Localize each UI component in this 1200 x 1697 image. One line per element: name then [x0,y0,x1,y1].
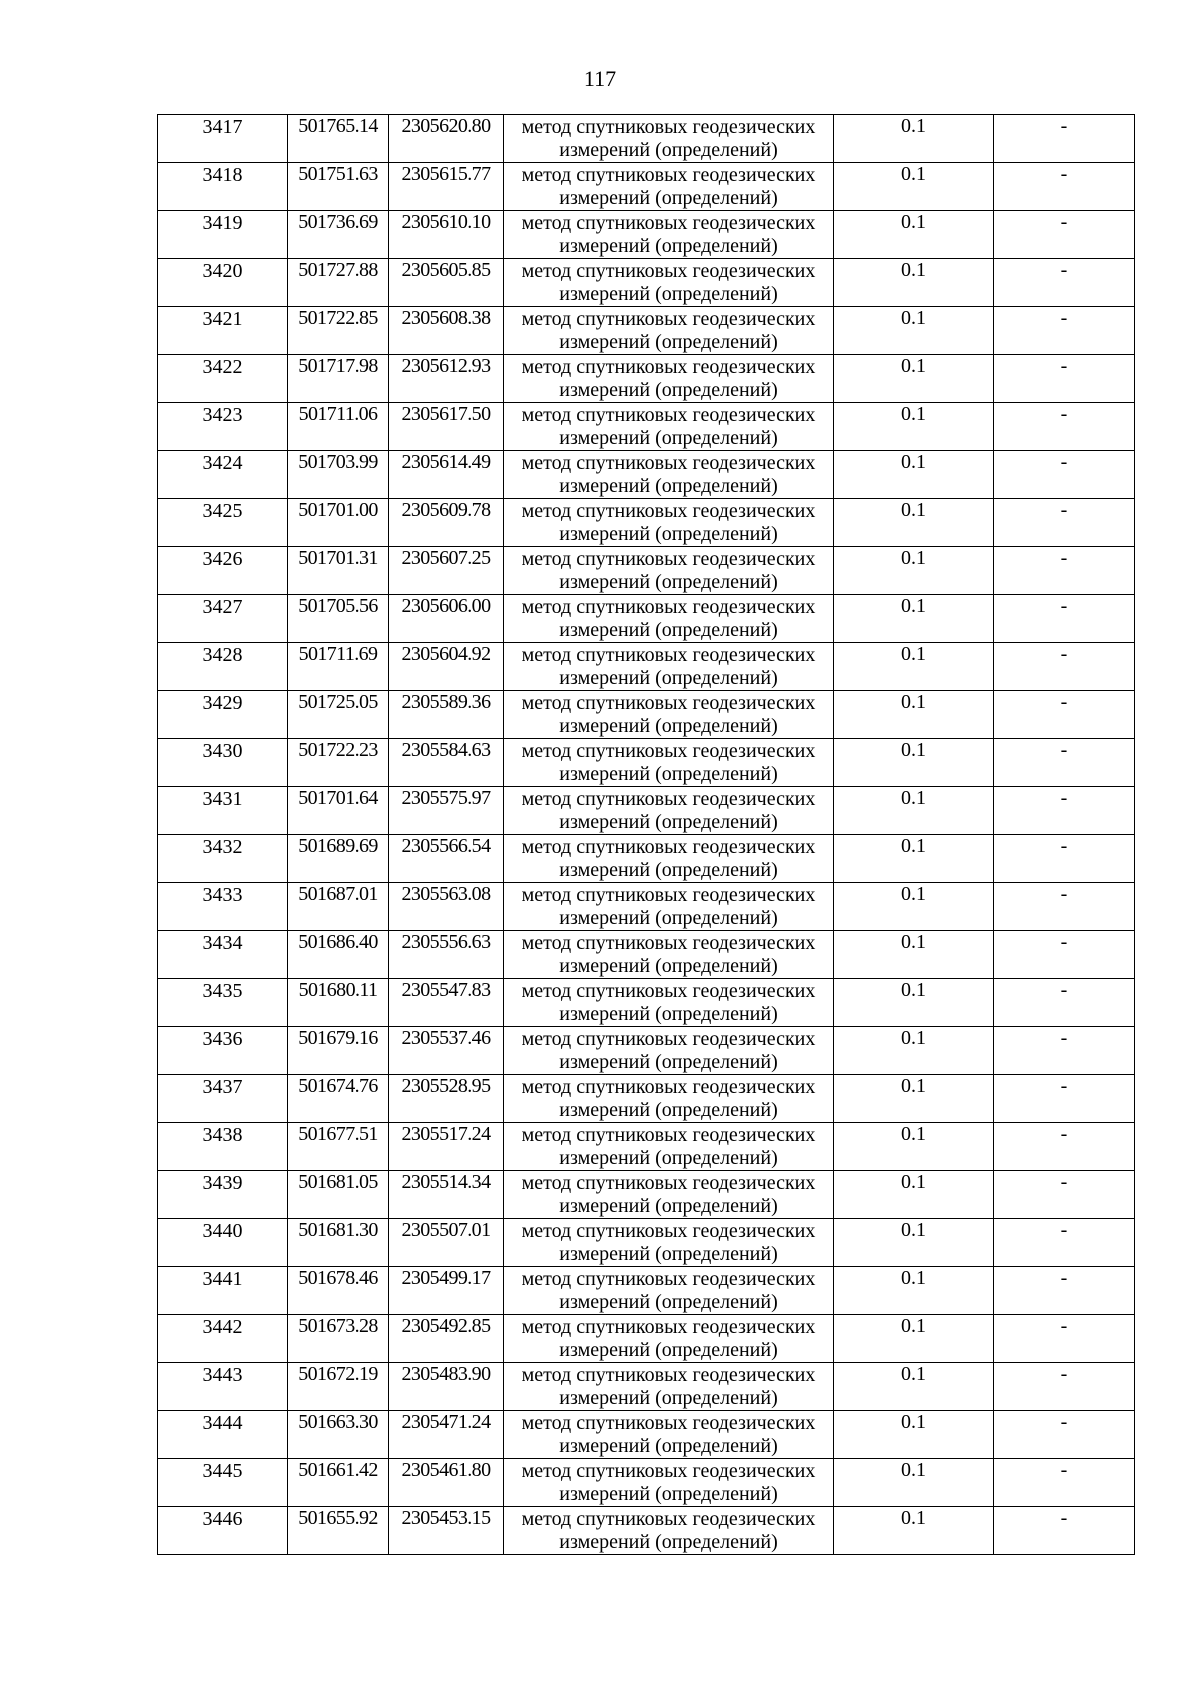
note-cell: - [994,115,1135,163]
note-cell: - [994,1027,1135,1075]
method-line-1: метод спутниковых геодезических [521,1028,816,1050]
method-cell [504,1363,834,1411]
method-line-2: измерений (определений) [559,283,778,305]
method-line-2: измерений (определений) [559,1243,778,1265]
method-line-2: измерений (определений) [559,1099,778,1121]
method-line-2: измерений (определений) [559,1051,778,1073]
y-coordinate-cell: 2305608.38 [389,307,504,355]
method-line-1: метод спутниковых геодезических [521,884,816,906]
x-coordinate-cell: 501701.00 [288,499,389,547]
method-cell [504,547,834,595]
x-coordinate-cell: 501727.88 [288,259,389,307]
x-coordinate-cell: 501701.31 [288,547,389,595]
method-line-1: метод спутниковых геодезических [521,356,816,378]
x-coordinate-cell: 501765.14 [288,115,389,163]
accuracy-cell: 0.1 [834,739,994,787]
accuracy-cell: 0.1 [834,1027,994,1075]
method-line-2: измерений (определений) [559,667,778,689]
point-number-cell: 3423 [158,403,288,451]
table-row [158,1027,1135,1075]
table-row [158,835,1135,883]
note-cell: - [994,931,1135,979]
y-coordinate-cell: 2305620.80 [389,115,504,163]
method-cell [504,979,834,1027]
table-row [158,1123,1135,1171]
point-number-cell: 3420 [158,259,288,307]
method-cell [504,163,834,211]
method-line-2: измерений (определений) [559,1387,778,1409]
y-coordinate-cell: 2305499.17 [389,1267,504,1315]
method-line-1: метод спутниковых геодезических [521,308,816,330]
accuracy-cell: 0.1 [834,451,994,499]
y-coordinate-cell: 2305514.34 [389,1171,504,1219]
point-number-cell: 3430 [158,739,288,787]
method-line-1: метод спутниковых геодезических [521,212,816,234]
x-coordinate-cell: 501680.11 [288,979,389,1027]
method-line-1: метод спутниковых геодезических [521,596,816,618]
method-cell [504,211,834,259]
y-coordinate-cell: 2305566.54 [389,835,504,883]
table-row [158,355,1135,403]
table-row [158,1171,1135,1219]
note-cell: - [994,595,1135,643]
method-cell [504,883,834,931]
note-cell: - [994,1363,1135,1411]
y-coordinate-cell: 2305609.78 [389,499,504,547]
x-coordinate-cell: 501703.99 [288,451,389,499]
x-coordinate-cell: 501681.30 [288,1219,389,1267]
method-line-1: метод спутниковых геодезических [521,452,816,474]
method-line-1: метод спутниковых геодезических [521,788,816,810]
method-line-1: метод спутниковых геодезических [521,500,816,522]
point-number-cell: 3438 [158,1123,288,1171]
note-cell: - [994,643,1135,691]
method-line-2: измерений (определений) [559,475,778,497]
point-number-cell: 3436 [158,1027,288,1075]
note-cell: - [994,499,1135,547]
x-coordinate-cell: 501689.69 [288,835,389,883]
method-cell [504,115,834,163]
method-cell [504,643,834,691]
x-coordinate-cell: 501725.05 [288,691,389,739]
x-coordinate-cell: 501736.69 [288,211,389,259]
y-coordinate-cell: 2305607.25 [389,547,504,595]
method-line-2: измерений (определений) [559,379,778,401]
y-coordinate-cell: 2305612.93 [389,355,504,403]
table-row [158,1075,1135,1123]
x-coordinate-cell: 501717.98 [288,355,389,403]
method-line-2: измерений (определений) [559,907,778,929]
method-line-1: метод спутниковых геодезических [521,692,816,714]
x-coordinate-cell: 501673.28 [288,1315,389,1363]
x-coordinate-cell: 501661.42 [288,1459,389,1507]
accuracy-cell: 0.1 [834,595,994,643]
accuracy-cell: 0.1 [834,1411,994,1459]
point-number-cell: 3417 [158,115,288,163]
x-coordinate-cell: 501722.23 [288,739,389,787]
y-coordinate-cell: 2305537.46 [389,1027,504,1075]
x-coordinate-cell: 501663.30 [288,1411,389,1459]
method-cell [504,1027,834,1075]
method-line-2: измерений (определений) [559,955,778,977]
x-coordinate-cell: 501711.69 [288,643,389,691]
point-number-cell: 3437 [158,1075,288,1123]
note-cell: - [994,1267,1135,1315]
method-line-2: измерений (определений) [559,1483,778,1505]
y-coordinate-cell: 2305528.95 [389,1075,504,1123]
method-line-2: измерений (определений) [559,139,778,161]
x-coordinate-cell: 501679.16 [288,1027,389,1075]
method-line-2: измерений (определений) [559,763,778,785]
method-cell [504,403,834,451]
x-coordinate-cell: 501672.19 [288,1363,389,1411]
method-cell [504,1219,834,1267]
point-number-cell: 3421 [158,307,288,355]
table-row [158,739,1135,787]
accuracy-cell: 0.1 [834,691,994,739]
x-coordinate-cell: 501722.85 [288,307,389,355]
point-number-cell: 3426 [158,547,288,595]
method-cell [504,691,834,739]
accuracy-cell: 0.1 [834,259,994,307]
method-line-2: измерений (определений) [559,187,778,209]
y-coordinate-cell: 2305605.85 [389,259,504,307]
x-coordinate-cell: 501687.01 [288,883,389,931]
table-row [158,931,1135,979]
note-cell: - [994,787,1135,835]
method-line-1: метод спутниковых геодезических [521,1268,816,1290]
table-row [158,403,1135,451]
accuracy-cell: 0.1 [834,1171,994,1219]
accuracy-cell: 0.1 [834,1075,994,1123]
table-row [158,1219,1135,1267]
method-cell [504,739,834,787]
accuracy-cell: 0.1 [834,883,994,931]
y-coordinate-cell: 2305471.24 [389,1411,504,1459]
table-row [158,115,1135,163]
accuracy-cell: 0.1 [834,403,994,451]
note-cell: - [994,1075,1135,1123]
note-cell: - [994,1219,1135,1267]
method-line-1: метод спутниковых геодезических [521,1508,816,1530]
method-line-2: измерений (определений) [559,1291,778,1313]
point-number-cell: 3427 [158,595,288,643]
method-line-1: метод спутниковых геодезических [521,836,816,858]
point-number-cell: 3444 [158,1411,288,1459]
method-cell [504,1315,834,1363]
accuracy-cell: 0.1 [834,163,994,211]
method-line-1: метод спутниковых геодезических [521,1220,816,1242]
y-coordinate-cell: 2305563.08 [389,883,504,931]
table-row [158,499,1135,547]
note-cell: - [994,739,1135,787]
note-cell: - [994,1507,1135,1555]
note-cell: - [994,451,1135,499]
accuracy-cell: 0.1 [834,355,994,403]
table-row [158,211,1135,259]
method-line-1: метод спутниковых геодезических [521,980,816,1002]
accuracy-cell: 0.1 [834,1507,994,1555]
table-body [158,115,1135,1555]
method-line-2: измерений (определений) [559,811,778,833]
y-coordinate-cell: 2305610.10 [389,211,504,259]
y-coordinate-cell: 2305453.15 [389,1507,504,1555]
method-line-2: измерений (определений) [559,619,778,641]
method-line-1: метод спутниковых геодезических [521,1460,816,1482]
point-number-cell: 3433 [158,883,288,931]
table-row [158,691,1135,739]
method-cell [504,259,834,307]
note-cell: - [994,211,1135,259]
method-line-2: измерений (определений) [559,331,778,353]
method-line-1: метод спутниковых геодезических [521,404,816,426]
method-cell [504,787,834,835]
method-line-1: метод спутниковых геодезических [521,1316,816,1338]
method-cell [504,1171,834,1219]
x-coordinate-cell: 501711.06 [288,403,389,451]
method-cell [504,1267,834,1315]
accuracy-cell: 0.1 [834,1363,994,1411]
accuracy-cell: 0.1 [834,307,994,355]
accuracy-cell: 0.1 [834,787,994,835]
point-number-cell: 3428 [158,643,288,691]
method-line-1: метод спутниковых геодезических [521,164,816,186]
method-cell [504,451,834,499]
x-coordinate-cell: 501686.40 [288,931,389,979]
y-coordinate-cell: 2305492.85 [389,1315,504,1363]
note-cell: - [994,355,1135,403]
accuracy-cell: 0.1 [834,1267,994,1315]
point-number-cell: 3422 [158,355,288,403]
point-number-cell: 3425 [158,499,288,547]
y-coordinate-cell: 2305483.90 [389,1363,504,1411]
accuracy-cell: 0.1 [834,979,994,1027]
note-cell: - [994,547,1135,595]
table-row [158,979,1135,1027]
table-row [158,307,1135,355]
note-cell: - [994,835,1135,883]
point-number-cell: 3435 [158,979,288,1027]
point-number-cell: 3443 [158,1363,288,1411]
method-cell [504,355,834,403]
point-number-cell: 3418 [158,163,288,211]
accuracy-cell: 0.1 [834,931,994,979]
y-coordinate-cell: 2305575.97 [389,787,504,835]
coordinates-table [157,114,1135,1555]
method-cell [504,1507,834,1555]
method-line-1: метод спутниковых геодезических [521,1172,816,1194]
method-line-2: измерений (определений) [559,571,778,593]
point-number-cell: 3424 [158,451,288,499]
accuracy-cell: 0.1 [834,1315,994,1363]
x-coordinate-cell: 501701.64 [288,787,389,835]
table-row [158,643,1135,691]
method-cell [504,499,834,547]
method-cell [504,1459,834,1507]
method-line-1: метод спутниковых геодезических [521,1412,816,1434]
note-cell: - [994,691,1135,739]
method-line-1: метод спутниковых геодезических [521,260,816,282]
note-cell: - [994,979,1135,1027]
note-cell: - [994,163,1135,211]
x-coordinate-cell: 501705.56 [288,595,389,643]
method-line-1: метод спутниковых геодезических [521,740,816,762]
method-line-1: метод спутниковых геодезических [521,548,816,570]
point-number-cell: 3429 [158,691,288,739]
method-line-2: измерений (определений) [559,235,778,257]
method-cell [504,931,834,979]
method-line-1: метод спутниковых геодезических [521,1364,816,1386]
table-row [158,163,1135,211]
table-row [158,1315,1135,1363]
table-row [158,883,1135,931]
point-number-cell: 3440 [158,1219,288,1267]
method-line-2: измерений (определений) [559,859,778,881]
note-cell: - [994,403,1135,451]
x-coordinate-cell: 501751.63 [288,163,389,211]
method-cell [504,1075,834,1123]
y-coordinate-cell: 2305614.49 [389,451,504,499]
method-line-1: метод спутниковых геодезических [521,1076,816,1098]
table-row [158,1267,1135,1315]
table-row [158,1363,1135,1411]
accuracy-cell: 0.1 [834,211,994,259]
point-number-cell: 3446 [158,1507,288,1555]
method-cell [504,595,834,643]
y-coordinate-cell: 2305615.77 [389,163,504,211]
note-cell: - [994,883,1135,931]
method-cell [504,307,834,355]
accuracy-cell: 0.1 [834,115,994,163]
method-line-1: метод спутниковых геодезических [521,644,816,666]
y-coordinate-cell: 2305507.01 [389,1219,504,1267]
accuracy-cell: 0.1 [834,1123,994,1171]
point-number-cell: 3441 [158,1267,288,1315]
point-number-cell: 3419 [158,211,288,259]
point-number-cell: 3432 [158,835,288,883]
y-coordinate-cell: 2305584.63 [389,739,504,787]
table-row [158,595,1135,643]
note-cell: - [994,1315,1135,1363]
method-line-2: измерений (определений) [559,715,778,737]
note-cell: - [994,259,1135,307]
point-number-cell: 3445 [158,1459,288,1507]
x-coordinate-cell: 501677.51 [288,1123,389,1171]
method-line-2: измерений (определений) [559,427,778,449]
y-coordinate-cell: 2305461.80 [389,1459,504,1507]
y-coordinate-cell: 2305604.92 [389,643,504,691]
point-number-cell: 3431 [158,787,288,835]
method-line-2: измерений (определений) [559,1195,778,1217]
method-cell [504,835,834,883]
note-cell: - [994,1459,1135,1507]
note-cell: - [994,1171,1135,1219]
accuracy-cell: 0.1 [834,499,994,547]
method-line-2: измерений (определений) [559,1435,778,1457]
method-line-1: метод спутниковых геодезических [521,932,816,954]
y-coordinate-cell: 2305556.63 [389,931,504,979]
method-line-1: метод спутниковых геодезических [521,116,816,138]
accuracy-cell: 0.1 [834,835,994,883]
note-cell: - [994,1123,1135,1171]
table-row [158,1411,1135,1459]
method-line-2: измерений (определений) [559,1003,778,1025]
method-line-2: измерений (определений) [559,1339,778,1361]
y-coordinate-cell: 2305517.24 [389,1123,504,1171]
method-line-2: измерений (определений) [559,523,778,545]
y-coordinate-cell: 2305547.83 [389,979,504,1027]
x-coordinate-cell: 501674.76 [288,1075,389,1123]
method-line-2: измерений (определений) [559,1531,778,1553]
accuracy-cell: 0.1 [834,547,994,595]
table-row [158,259,1135,307]
method-cell [504,1123,834,1171]
y-coordinate-cell: 2305589.36 [389,691,504,739]
page-number: 117 [583,66,617,91]
note-cell: - [994,1411,1135,1459]
x-coordinate-cell: 501678.46 [288,1267,389,1315]
accuracy-cell: 0.1 [834,1459,994,1507]
accuracy-cell: 0.1 [834,1219,994,1267]
table-row [158,451,1135,499]
x-coordinate-cell: 501655.92 [288,1507,389,1555]
point-number-cell: 3442 [158,1315,288,1363]
table-row [158,547,1135,595]
accuracy-cell: 0.1 [834,643,994,691]
table-row [158,1459,1135,1507]
table-row [158,1507,1135,1555]
table-row [158,787,1135,835]
note-cell: - [994,307,1135,355]
method-line-1: метод спутниковых геодезических [521,1124,816,1146]
y-coordinate-cell: 2305617.50 [389,403,504,451]
y-coordinate-cell: 2305606.00 [389,595,504,643]
method-line-2: измерений (определений) [559,1147,778,1169]
point-number-cell: 3434 [158,931,288,979]
point-number-cell: 3439 [158,1171,288,1219]
method-cell [504,1411,834,1459]
x-coordinate-cell: 501681.05 [288,1171,389,1219]
